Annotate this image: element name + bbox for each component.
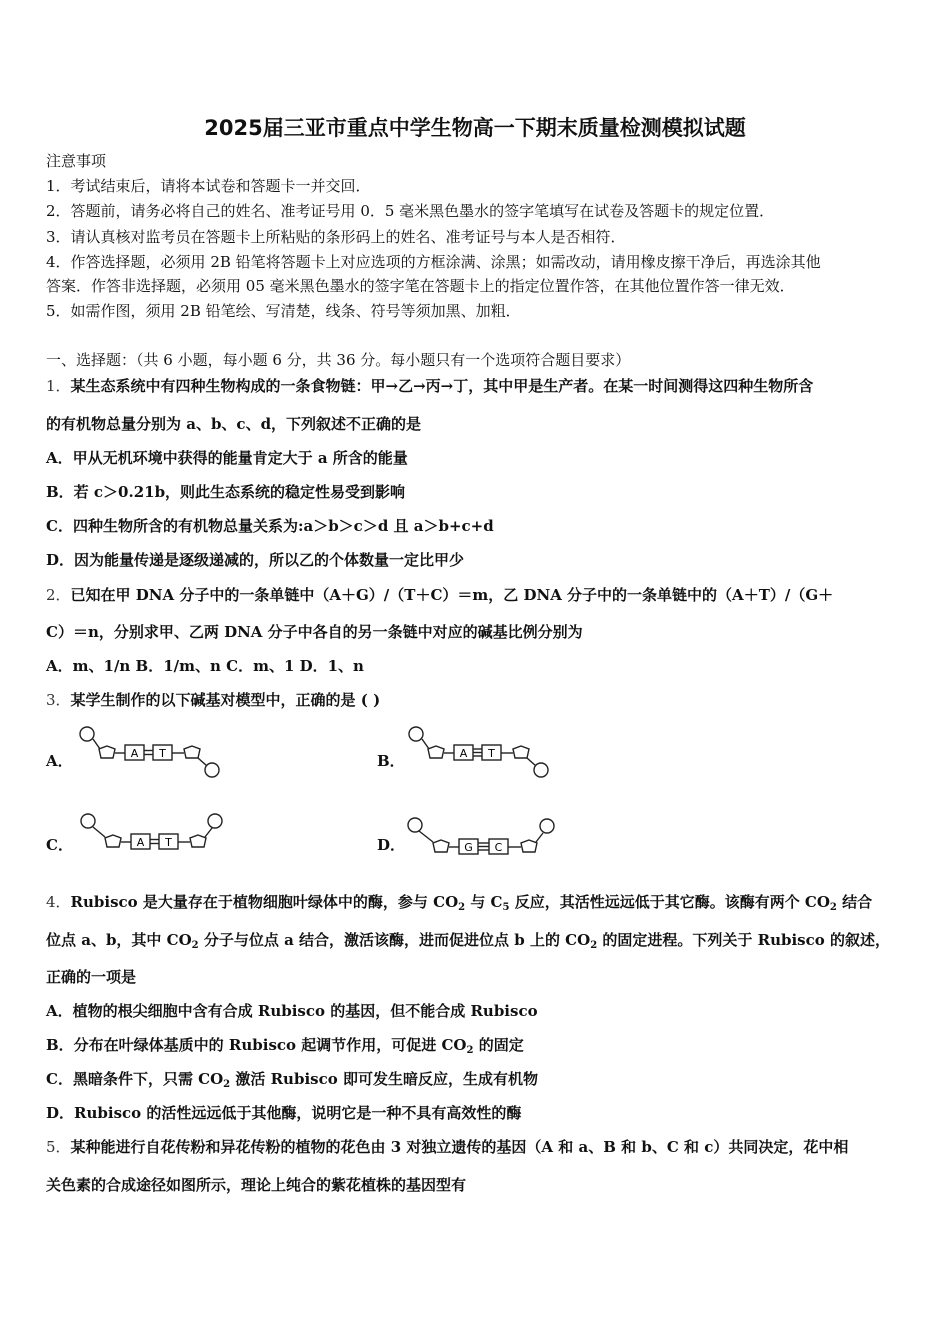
question-text: 已知在甲 DNA 分子中的一条单链中（A＋G）/（T＋C）＝m，乙 DNA 分子中的一条单链中的（A＋T）/（G＋ [70, 586, 834, 604]
question-5-stem [46, 1137, 848, 1157]
question-number: 4． [46, 893, 71, 911]
base-letter: T [159, 747, 166, 760]
base-pair-diagram-d [405, 812, 560, 862]
question-4-option-b: B．分布在叶绿体基质中的 Rubisco 起调节作用，可促进 $CO_2$ 的固定 [46, 1036, 524, 1056]
question-1-stem-cont: 的有机物总量分别为 a、b、c、d，下列叙述不正确的是 [46, 415, 422, 433]
question-1-option-b: B．若 c＞0.21b，则此生态系统的稳定性易受到影响 [46, 483, 406, 501]
base-letter: A [459, 747, 468, 760]
question-2-options: A．m、1/n B．1/m、n C．m、1 D．1、n [46, 657, 364, 675]
question-1-option-c: C．四种生物所含的有机物总量关系为:a＞b＞c＞d 且 a＞b+c+d [46, 517, 494, 535]
question-text: 某生态系统中有四种生物构成的一条食物链：甲→乙→丙→丁，其中甲是生产者。在某一时间测得这四种生物所含 [70, 377, 814, 395]
question-2-stem-cont: C）＝n，分别求甲、乙两 DNA 分子中各自的另一条链中对应的碱基比例分别为 [46, 623, 583, 641]
option-a-label: A． [46, 752, 73, 770]
option-c-label: C． [46, 836, 73, 854]
question-number: 1． [46, 377, 71, 395]
option-b-label: B． [377, 752, 405, 770]
question-4-stem-cont: 位点 a、b，其中 $CO_2$ 分子与位点 a 结合，激活该酶，进而促进位点 b 上的 $CO_2$ 的固定进程。下列关于 Rubisco 的叙述， [46, 931, 890, 951]
notice-heading: 注意事项 [46, 152, 107, 170]
base-letter: T [165, 836, 172, 849]
base-letter: G [464, 841, 473, 854]
question-4-option-d: D．Rubisco 的活性远远低于其他酶，说明它是一种不具有高效性的酶 [46, 1104, 522, 1122]
notice-item: 1．考试结束后，请将本试卷和答题卡一并交回． [46, 177, 371, 195]
notice-item: 2．答题前，请务必将自己的姓名、准考证号用 0．5 毫米黑色墨水的签字笔填写在试卷及答题卡的规定位置． [46, 202, 775, 220]
page-title: 2025届三亚市重点中学生物高一下期末质量检测模拟试题 [204, 116, 746, 140]
question-4-option-c: C．黑暗条件下，只需 $CO_2$ 激活 Rubisco 即可发生暗反应，生成有机物 [46, 1070, 538, 1090]
question-text: 某种能进行自花传粉和异花传粉的植物的花色由 3 对独立遗传的基因（A 和 a、B 和 b、C 和 c）共同决定，花中相 [70, 1138, 849, 1156]
notice-item: 5．如需作图，须用 2B 铅笔绘、写清楚，线条、符号等须加黑、加粗． [46, 302, 521, 320]
question-number: 2． [46, 586, 71, 604]
question-text: 某学生制作的以下碱基对模型中，正确的是 ( ) [70, 691, 381, 709]
notice-item: 答案．作答非选择题，必须用 05 毫米黑色墨水的签字笔在答题卡上的指定位置作答，在其他位置作答一律无效． [46, 277, 795, 295]
question-number: 5． [46, 1138, 71, 1156]
base-letter: T [488, 747, 495, 760]
notice-item: 4．作答选择题，必须用 2B 铅笔将答题卡上对应选项的方框涂满、涂黑；如需改动，请用橡皮擦干净后，再选涂其他 [46, 253, 821, 271]
question-1-option-a: A．甲从无机环境中获得的能量肯定大于 a 所含的能量 [46, 449, 408, 467]
question-4-option-a: A．植物的根尖细胞中含有合成 Rubisco 的基因，但不能合成 Rubisco [46, 1002, 538, 1020]
base-pair-diagram-b [405, 722, 555, 782]
question-4-stem: 4．Rubisco 是大量存在于植物细胞叶绿体中的酶，参与 $CO_2$ 与 $C_5$ 反应，其活性远远低于其它酶。该酶有两个 $CO_2$ 结合 [46, 893, 873, 913]
base-letter: A [130, 747, 139, 760]
question-3-stem [46, 690, 380, 710]
question-2-stem [46, 585, 833, 605]
base-letter: A [136, 836, 145, 849]
question-number: 3． [46, 691, 71, 709]
question-1-stem [46, 376, 813, 396]
base-pair-diagram-c [78, 808, 228, 858]
question-4-stem-end: 正确的一项是 [46, 968, 137, 986]
question-1-option-d: D．因为能量传递是逐级递减的，所以乙的个体数量一定比甲少 [46, 551, 465, 569]
option-d-label: D． [377, 836, 406, 854]
base-letter: C [494, 841, 503, 854]
question-5-stem-cont: 关色素的合成途径如图所示，理论上纯合的紫花植株的基因型有 [46, 1176, 467, 1194]
section-heading: 一、选择题：（共 6 小题，每小题 6 分，共 36 分。每小题只有一个选项符合题目要求） [46, 351, 631, 369]
base-pair-diagram-a [76, 722, 226, 782]
notice-item: 3．请认真核对监考员在答题卡上所粘贴的条形码上的姓名、准考证号与本人是否相符． [46, 228, 626, 246]
